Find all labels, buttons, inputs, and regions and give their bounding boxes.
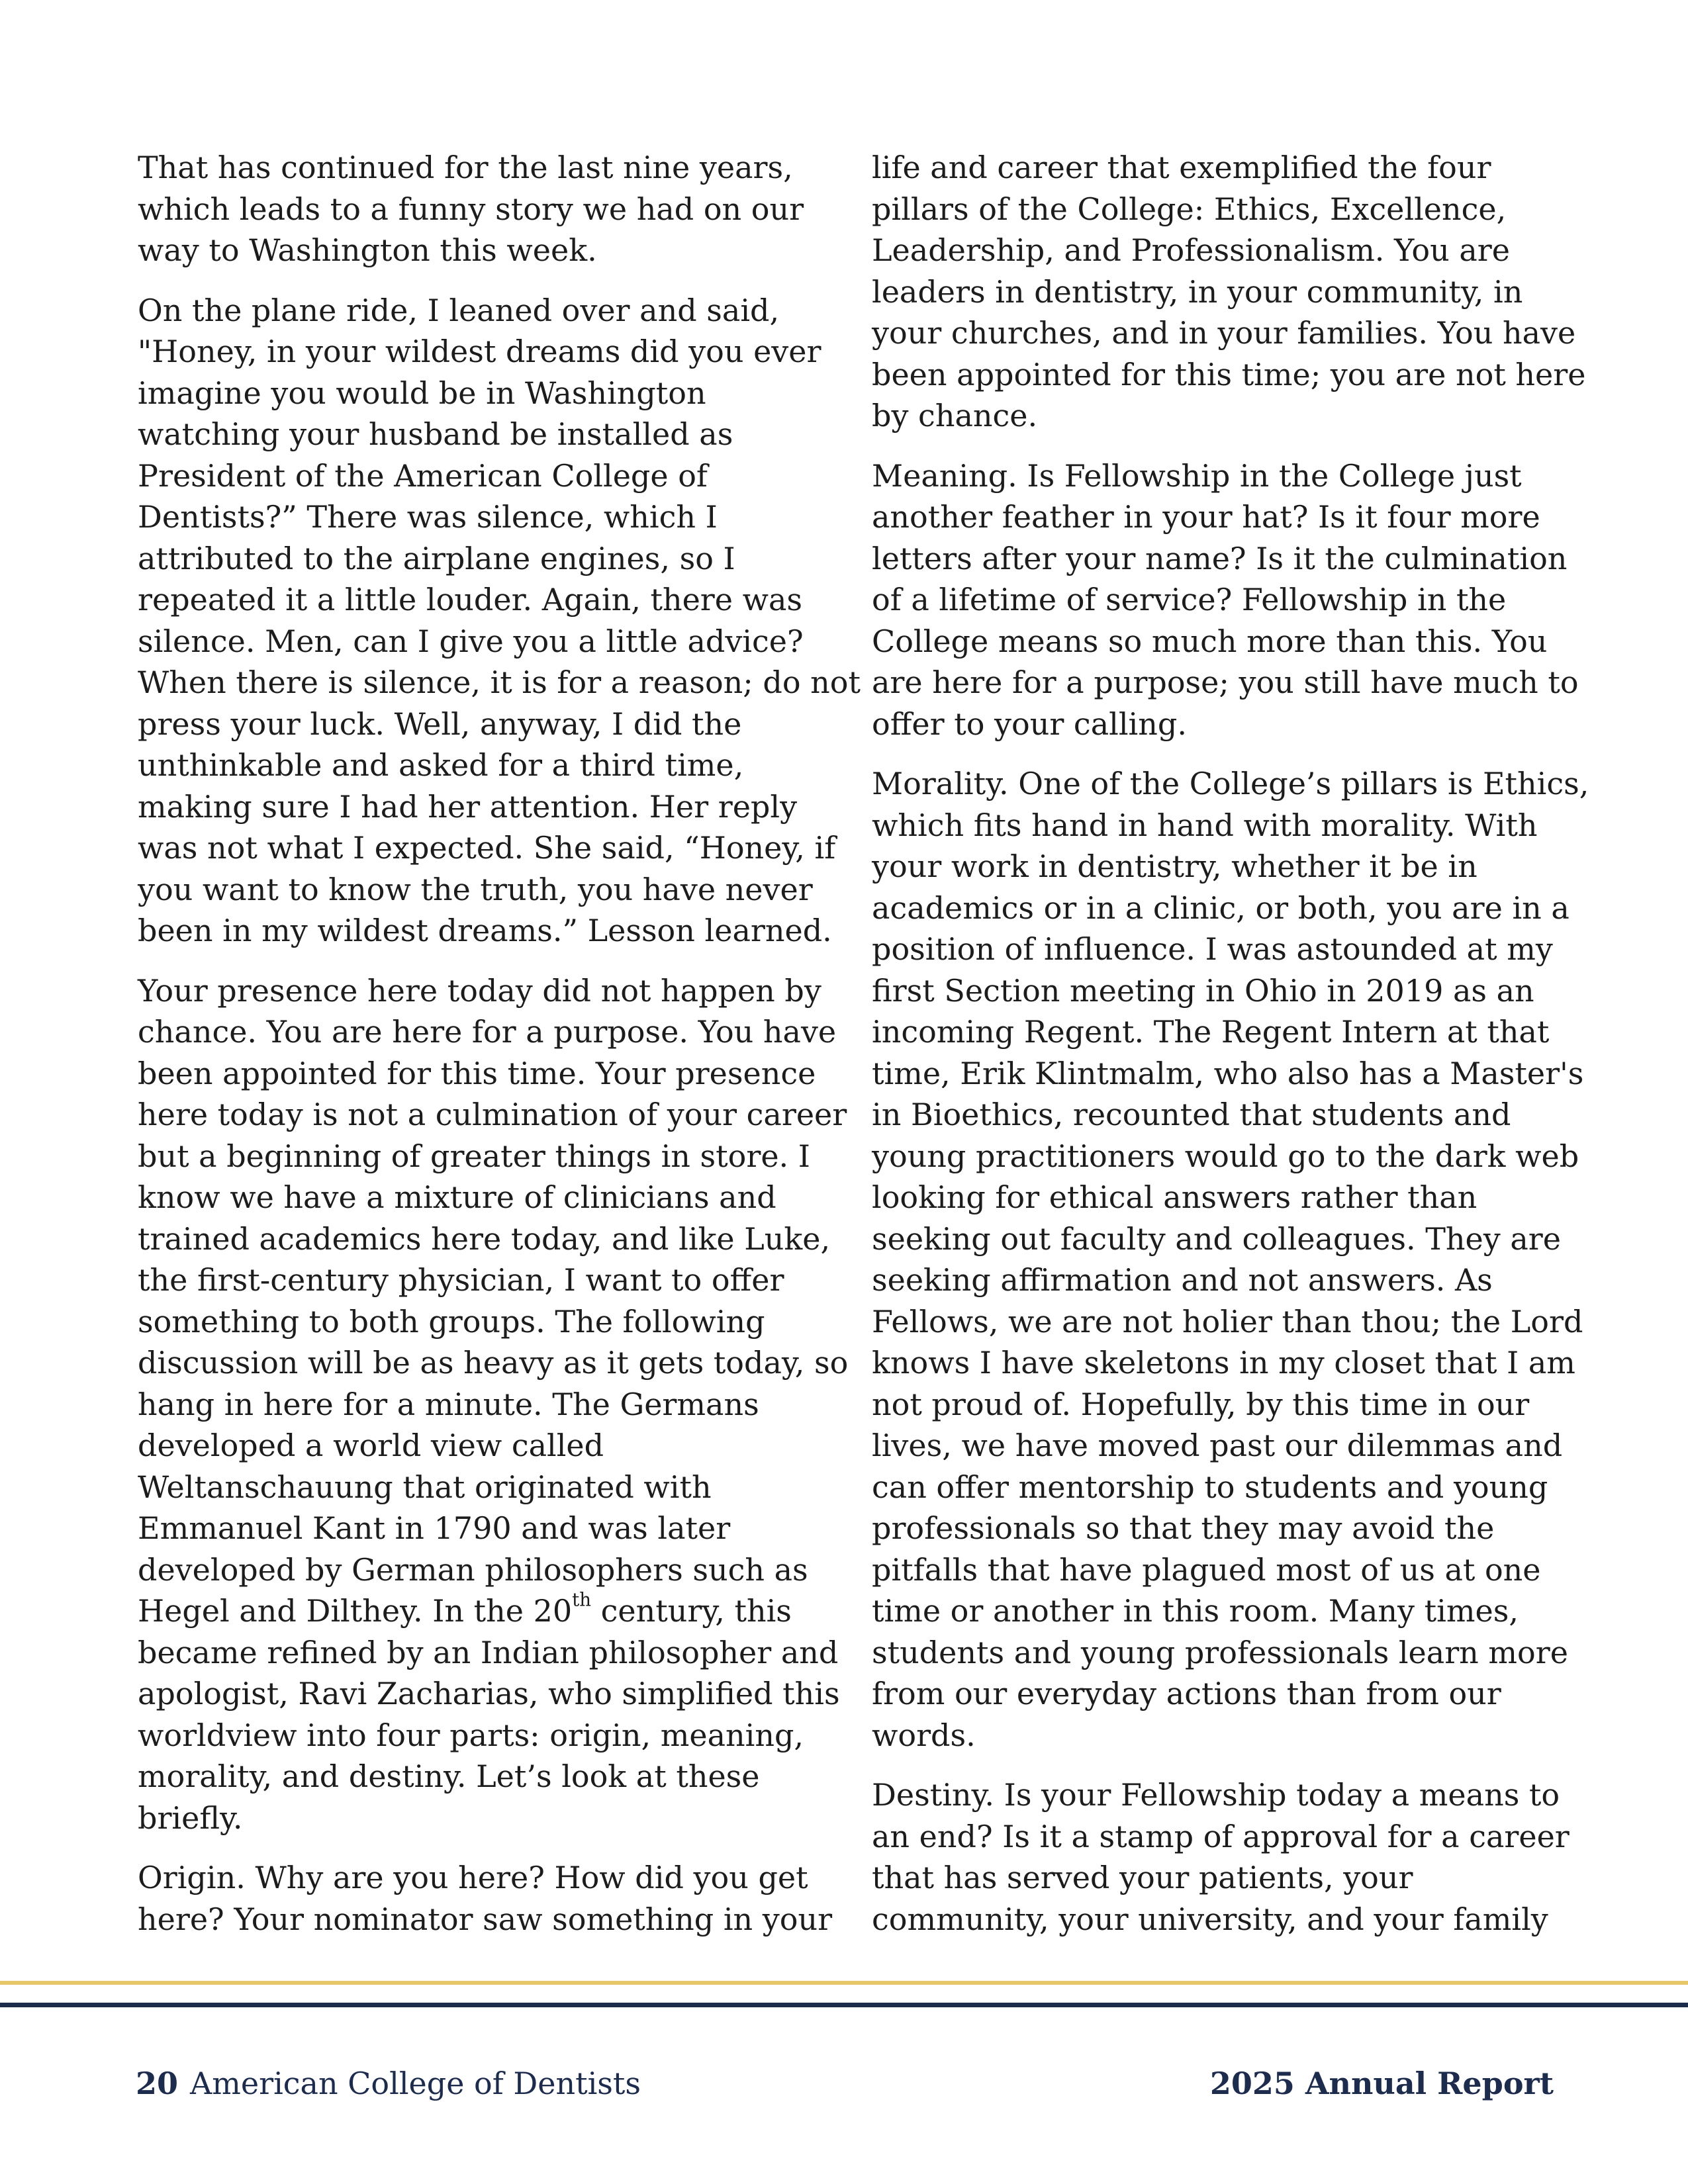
text-line: Leadership, and Professionalism. You are	[872, 232, 1511, 268]
text-line: developed by German philosophers such as	[138, 1551, 808, 1588]
text-line: pillars of the College: Ethics, Excellence,	[872, 191, 1507, 227]
left-column	[138, 147, 861, 1958]
paragraph	[138, 970, 849, 1839]
paragraph	[872, 1774, 1570, 1940]
text-line: words.	[872, 1717, 976, 1753]
text-line: know we have a mixture of clinicians and	[138, 1179, 776, 1215]
text-line: trained academics here today, and like Luke,	[138, 1220, 831, 1257]
text-line: young practitioners would go to the dark web	[872, 1138, 1579, 1174]
text-line: seeking out faculty and colleagues. They are	[872, 1220, 1561, 1257]
report-title: 2025 Annual Report	[1209, 2066, 1554, 2101]
text-line: Origin. Why are you here? How did you get	[138, 1860, 808, 1895]
text-line: College means so much more than this. You	[872, 623, 1548, 659]
text-line: lives, we have moved past our dilemmas and	[872, 1428, 1563, 1463]
text-line: was not what I expected. She said, “Honey, if	[138, 830, 836, 866]
text-line: repeated it a little louder. Again, there was	[138, 582, 803, 617]
text-line: chance. You are here for a purpose. You have	[138, 1014, 837, 1050]
text-line: became refined by an Indian philosopher and	[138, 1634, 839, 1670]
text-line: making sure I had her attention. Her reply	[138, 788, 798, 825]
text-line: position of influence. I was astounded at my	[872, 931, 1553, 967]
text-line: community, your university, and your family	[872, 1901, 1548, 1937]
text-line: worldview into four parts: origin, meaning,	[138, 1717, 804, 1753]
text-line: Destiny. Is your Fellowship today a means to	[872, 1777, 1560, 1813]
text-line: in Bioethics, recounted that students and	[872, 1097, 1511, 1132]
footer-left	[136, 2064, 641, 2103]
text-line: been appointed for this time. Your presence	[138, 1055, 816, 1091]
text-line: That has continued for the last nine years,	[138, 150, 793, 185]
text-line: not proud of. Hopefully, by this time in our	[872, 1386, 1530, 1422]
text-line: been in my wildest dreams.” Lesson learned.	[138, 913, 832, 948]
text-line: attributed to the airplane engines, so I	[138, 540, 735, 576]
text-line: leaders in dentistry, in your community, in	[872, 273, 1523, 310]
text-line: time or another in this room. Many times,	[872, 1593, 1519, 1629]
text-line: academics or in a clinic, or both, you are in a	[872, 889, 1570, 926]
paragraph	[872, 763, 1589, 1756]
text-line: are here for a purpose; you still have much to	[872, 664, 1579, 700]
page-number: 20	[136, 2066, 179, 2101]
text-line: looking for ethical answers rather than	[872, 1179, 1477, 1215]
text-line: been appointed for this time; you are not here	[872, 356, 1586, 392]
text-line: imagine you would be in Washington	[138, 375, 706, 411]
text-line: President of the American College of	[138, 457, 708, 494]
text-line: hang in here for a minute. The Germans	[138, 1386, 759, 1422]
text-line: On the plane ride, I leaned over and said,	[138, 292, 780, 328]
text-line: something to both groups. The following	[138, 1303, 765, 1340]
text-line: "Honey, in your wildest dreams did you ever	[138, 334, 821, 369]
text-line: When there is silence, it is for a reason; do not	[138, 664, 861, 700]
gold-divider	[0, 1981, 1688, 1985]
right-column	[872, 147, 1589, 1958]
paragraph	[138, 290, 861, 952]
text-line: way to Washington this week.	[138, 232, 597, 268]
text-line: you want to know the truth, you have never	[138, 871, 813, 907]
text-line: morality, and destiny. Let’s look at these	[138, 1758, 760, 1794]
text-line: but a beginning of greater things in store. I	[138, 1138, 810, 1174]
text-line: Emmanuel Kant in 1790 and was later	[138, 1510, 731, 1546]
text-line: discussion will be as heavy as it gets today, so	[138, 1345, 849, 1381]
text-line: pitfalls that have plagued most of us at one	[872, 1551, 1541, 1588]
text-line: the first-century physician, I want to offer	[138, 1262, 784, 1298]
text-line: another feather in your hat? Is it four more	[872, 499, 1540, 535]
text-line: Your presence here today did not happen by	[138, 972, 821, 1009]
text-line: can offer mentorship to students and young	[872, 1469, 1548, 1505]
text-line: incoming Regent. The Regent Intern at that	[872, 1014, 1550, 1050]
text-line: that has served your patients, your	[872, 1860, 1413, 1895]
paragraph	[138, 147, 820, 271]
paragraph	[872, 147, 1586, 437]
text-line: which leads to a funny story we had on our	[138, 191, 804, 227]
text-line: by chance.	[872, 398, 1038, 433]
text-line: of a lifetime of service? Fellowship in the	[872, 582, 1507, 617]
text-line: an end? Is it a stamp of approval for a career	[872, 1818, 1570, 1854]
text-line: life and career that exemplified the four	[872, 150, 1491, 185]
text-line: professionals so that they may avoid the	[872, 1510, 1495, 1546]
text-line: Meaning. Is Fellowship in the College just	[872, 457, 1522, 494]
text-line: time, Erik Klintmalm, who also has a Master's	[872, 1055, 1584, 1091]
text-line: watching your husband be installed as	[138, 416, 733, 452]
text-line: first Section meeting in Ohio in 2019 as an	[872, 972, 1534, 1009]
text-line: from our everyday actions than from our	[872, 1676, 1501, 1711]
text-line: students and young professionals learn more	[872, 1634, 1568, 1670]
text-line: Weltanschauung that originated with	[138, 1469, 712, 1505]
text-line: which fits hand in hand with morality. With	[872, 807, 1538, 843]
text-line: your work in dentistry, whether it be in	[872, 848, 1477, 884]
text-line: here today is not a culmination of your career	[138, 1097, 847, 1132]
text-line: apologist, Ravi Zacharias, who simplified this	[138, 1676, 840, 1711]
text-line: Fellows, we are not holier than thou; the Lord	[872, 1303, 1583, 1340]
text-line: offer to your calling.	[872, 705, 1187, 742]
text-line: here? Your nominator saw something in your	[138, 1901, 833, 1937]
text-line: seeking affirmation and not answers. As	[872, 1262, 1493, 1298]
text-line: Morality. One of the College’s pillars is Ethics,	[872, 766, 1589, 801]
text-line: knows I have skeletons in my closet that I am	[872, 1345, 1575, 1381]
text-line: briefly.	[138, 1799, 243, 1836]
text-line: developed a world view called	[138, 1428, 604, 1463]
text-line: your churches, and in your families. You have	[872, 315, 1576, 351]
text-line: unthinkable and asked for a third time,	[138, 747, 744, 783]
paragraph	[872, 455, 1579, 745]
publication-name: American College of Dentists	[190, 2066, 641, 2101]
text-line: press your luck. Well, anyway, I did the	[138, 705, 742, 742]
navy-divider	[0, 2003, 1688, 2007]
text-line: letters after your name? Is it the culmination	[872, 540, 1568, 576]
text-line: Hegel and Dilthey. In the 20th century, this	[138, 1588, 792, 1629]
paragraph	[138, 1857, 833, 1940]
text-line: silence. Men, can I give you a little advice?	[138, 623, 804, 659]
text-line: Dentists?” There was silence, which I	[138, 499, 718, 535]
